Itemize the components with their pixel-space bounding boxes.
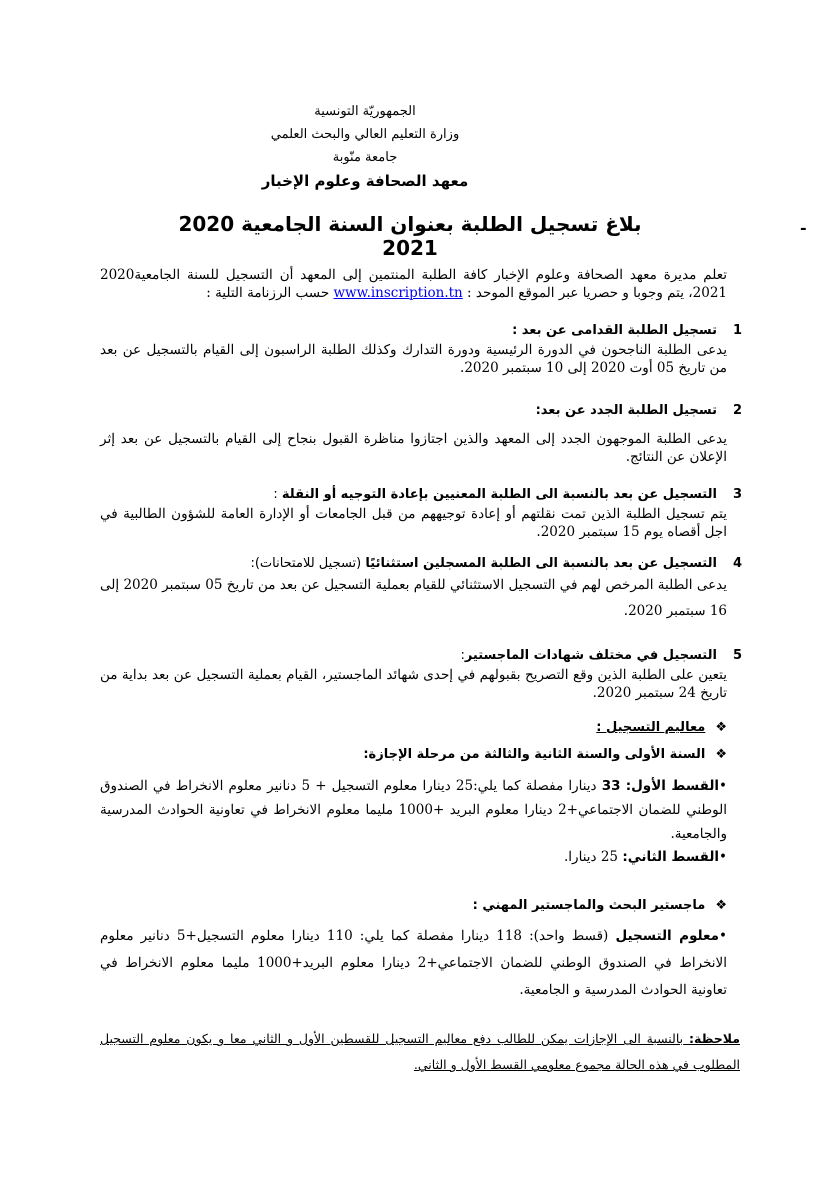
section-title: التسجيل عن بعد بالنسبة الى الطلبة المعنيين بإعادة التوجيه أو النقلة bbox=[281, 487, 717, 502]
dot-bullet-icon: • bbox=[719, 928, 727, 944]
section-2-body: يدعى الطلبة الموجهون الجدد إلى المعهد والذين اجتازوا مناظرة القبول بنجاح إلى القيام بالتسجيل عن بعد إثر الإعلان عن النتائج. bbox=[100, 431, 727, 465]
diamond-bullet-icon: ❖ bbox=[715, 747, 727, 762]
header-institute: معهد الصحافة وعلوم الإخبار bbox=[261, 172, 469, 190]
section-3-body: يتم تسجيل الطلبة الذين تمت نقلتهم أو إعادة توجيههم من قبل الجامعات أو الإدارة العامة للشؤون الطالبية في اجل أقصاه يوم 15 سبتمبر 2020. bbox=[100, 506, 727, 540]
section-title: التسجيل عن بعد بالنسبة الى الطلبة المسجلين استثنائيًا bbox=[365, 556, 717, 571]
section-number: 5 bbox=[732, 648, 742, 663]
intro-text: تعلم مديرة معهد الصحافة وعلوم الإخبار كافة الطلبة المنتمين إلى المعهد أن التسجيل للسنة الجامعية2020 2021، يتم وجوبا و حصريا عبر الموقع الموحد : bbox=[100, 267, 727, 301]
master-fee-text: (قسط واحد): 118 دينارا مفصلة كما يلي: 110 دينارا معلوم التسجيل+5 دنانير معلوم الانخراط في الصندوق الوطني للضمان الاجتماعي+2 دينارا معلوم البريد+1000 مليما معلوم الانخراط في تعاونية الحوادث المدرسية و الجامعية. bbox=[100, 928, 728, 998]
section-title: التسجيل في مختلف شهادات الماجستير bbox=[464, 648, 717, 663]
section-1-body: يدعى الطلبة الناجحون في الدورة الرئيسية ودورة التدارك وكذلك الطلبة الراسبون إلى القيام بالتسجيل عن بعد من تاريخ 05 أوت 2020 إلى 10 سبتمبر 2020. bbox=[100, 342, 727, 376]
diamond-bullet-icon: ❖ bbox=[715, 898, 727, 913]
installment-2-text: 25 دينارا. bbox=[564, 849, 619, 865]
licence-title: السنة الأولى والسنة الثانية والثالثة من مرحلة الإجازة: bbox=[363, 747, 706, 762]
section-title: تسجيل الطلبة القدامى عن بعد : bbox=[512, 323, 717, 338]
dot-bullet-icon: • bbox=[719, 849, 727, 865]
section-4-heading bbox=[100, 556, 742, 571]
note-label: ملاحظة: bbox=[689, 1031, 740, 1046]
intro-text-after: حسب الرزنامة التلية : bbox=[206, 285, 330, 301]
installment-1-amount: 33 bbox=[601, 778, 621, 794]
margin-mark: - bbox=[800, 218, 807, 237]
section-5-heading bbox=[100, 648, 742, 663]
note bbox=[100, 1026, 740, 1078]
licence-title-row bbox=[100, 747, 727, 762]
note-text: بالنسبة الى الإجازات يمكن للطالب دفع معاليم التسجيل للقسطين الأول و الثاني معا و يكون معلوم التسجيل المطلوب في هذه الحالة مجموع معلومي القسط الأول و الثاني. bbox=[100, 1031, 740, 1072]
fees-title: معاليم التسجيل : bbox=[596, 720, 706, 735]
section-number: 4 bbox=[732, 556, 742, 571]
section-number: 3 bbox=[732, 487, 742, 502]
section-title: تسجيل الطلبة الجدد عن بعد: bbox=[535, 403, 717, 418]
intro-paragraph bbox=[100, 266, 727, 302]
inscription-link[interactable]: www.inscription.tn bbox=[333, 285, 463, 301]
header-republic: الجمهوريّة التونسية bbox=[314, 104, 416, 119]
installment-1 bbox=[100, 774, 727, 846]
header-ministry: وزارة التعليم العالي والبحث العلمي bbox=[270, 127, 460, 142]
header-university: جامعة منّوبة bbox=[332, 150, 398, 165]
installment-1-label: القسط الأول: bbox=[625, 778, 720, 794]
master-title-row bbox=[100, 898, 727, 913]
installment-2 bbox=[100, 845, 727, 869]
diamond-bullet-icon: ❖ bbox=[715, 720, 727, 735]
section-4-body: يدعى الطلبة المرخص لهم في التسجيل الاستثنائي للقيام بعملية التسجيل عن بعد من تاريخ 05 سبتمبر 2020 إلى 16 سبتمبر 2020. bbox=[100, 577, 727, 619]
master-fee bbox=[100, 923, 727, 1004]
fees-title-row bbox=[100, 720, 727, 735]
installment-1-text: دينارا مفصلة كما يلي:25 دينارا معلوم التسجيل + 5 دنانير معلوم الانخراط في الصندوق الوطني للضمان الاجتماعي+2 دينارا معلوم البريد +1000 مليما معلوم الانخراط في تعاونية الحوادث المدرسية والجامعية. bbox=[100, 778, 727, 842]
master-title: ماجستير البحث والماجستير المهني : bbox=[472, 898, 706, 913]
section-2-heading bbox=[100, 403, 742, 418]
section-title-suffix: : bbox=[273, 487, 282, 502]
section-title-suffix: : bbox=[460, 648, 465, 663]
section-1-heading bbox=[100, 323, 742, 338]
section-number: 2 bbox=[732, 403, 742, 418]
section-title-suffix: (تسجيل للامتحانات): bbox=[250, 556, 366, 571]
master-fee-label: معلوم التسجيل bbox=[615, 928, 720, 944]
section-3-heading bbox=[100, 487, 742, 502]
section-number: 1 bbox=[732, 323, 742, 338]
page-title: بلاغ تسجيل الطلبة بعنوان السنة الجامعية 2020 2021 bbox=[178, 212, 642, 260]
dot-bullet-icon: • bbox=[719, 778, 727, 794]
installment-2-label: القسط الثاني: bbox=[622, 849, 720, 865]
section-5-body: يتعين على الطلبة الذين وقع التصريح بقبولهم في إحدى شهائد الماجستير، القيام بعملية التسجيل عن بعد بداية من تاريخ 24 سبتمبر 2020. bbox=[100, 667, 727, 701]
